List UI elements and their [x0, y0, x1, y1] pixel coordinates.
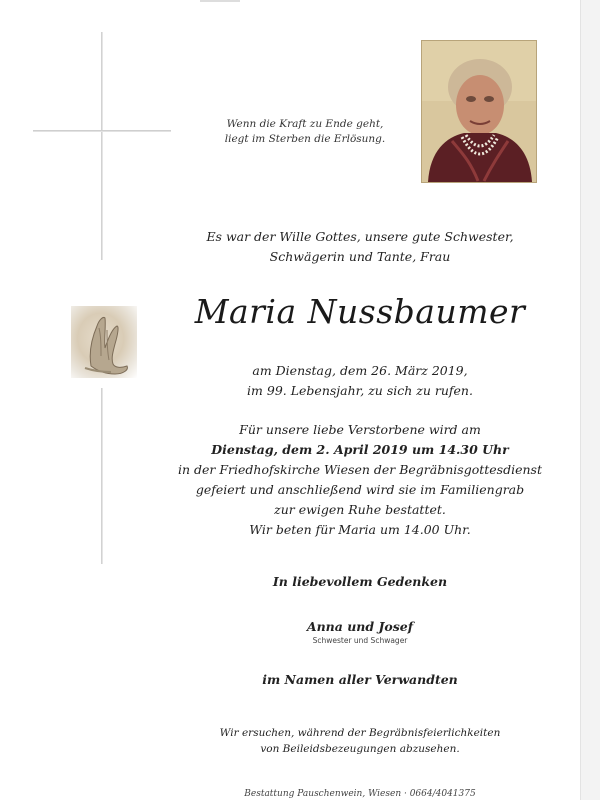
cross-vertical-bar-lower [101, 388, 103, 564]
funeral-line-4: gefeiert und anschließend wird sie im Familiengrab [195, 482, 525, 497]
funeral-date-time: Dienstag, dem 2. April 2019 um 14.30 Uhr [211, 442, 509, 457]
death-announcement [150, 361, 570, 401]
request-line-2: von Beileidsbezeugungen abzusehen. [260, 743, 460, 755]
cross-vertical-bar [101, 32, 103, 260]
funeral-line-3: in der Friedhofskirche Wiesen der Begräbnisgottesdienst [178, 462, 542, 477]
funeral-home-footer: Bestattung Pauschenwein, Wiesen · 0664/4041375 [244, 789, 476, 799]
memory-heading: In liebevollem Gedenken [272, 574, 448, 589]
request-line-1: Wir ersuchen, während der Begräbnisfeierlichkeiten [219, 727, 501, 739]
intro-text [150, 227, 570, 267]
death-line-2: im 99. Lebensjahr, zu sich zu rufen. [247, 383, 473, 398]
portrait-photo [421, 40, 537, 183]
scan-edge-mark [200, 0, 240, 2]
intro-line-1: Es war der Wille Gottes, unsere gute Schwester, [206, 229, 514, 244]
praying-hands-icon [71, 306, 137, 378]
mourner-relation: Schwester und Schwager [312, 636, 408, 645]
cross-horizontal-bar [33, 130, 171, 132]
death-line-1: am Dienstag, dem 26. März 2019, [252, 363, 468, 378]
prayer-note: Wir beten für Maria um 14.00 Uhr. [249, 522, 471, 537]
condolence-request [150, 725, 570, 757]
quote-line-2: liegt im Sterben die Erlösung. [224, 133, 386, 145]
quote-line-1: Wenn die Kraft zu Ende geht, [226, 118, 384, 130]
funeral-line-1: Für unsere liebe Verstorbene wird am [239, 422, 481, 437]
funeral-details [150, 420, 570, 520]
deceased-name: Maria Nussbaumer [194, 292, 526, 331]
relatives-line: im Namen aller Verwandten [262, 672, 458, 687]
intro-line-2: Schwägerin und Tante, Frau [269, 249, 451, 264]
funeral-line-5: zur ewigen Ruhe bestattet. [274, 502, 446, 517]
mourner-names: Anna und Josef [306, 619, 414, 634]
quote-text [200, 117, 410, 147]
